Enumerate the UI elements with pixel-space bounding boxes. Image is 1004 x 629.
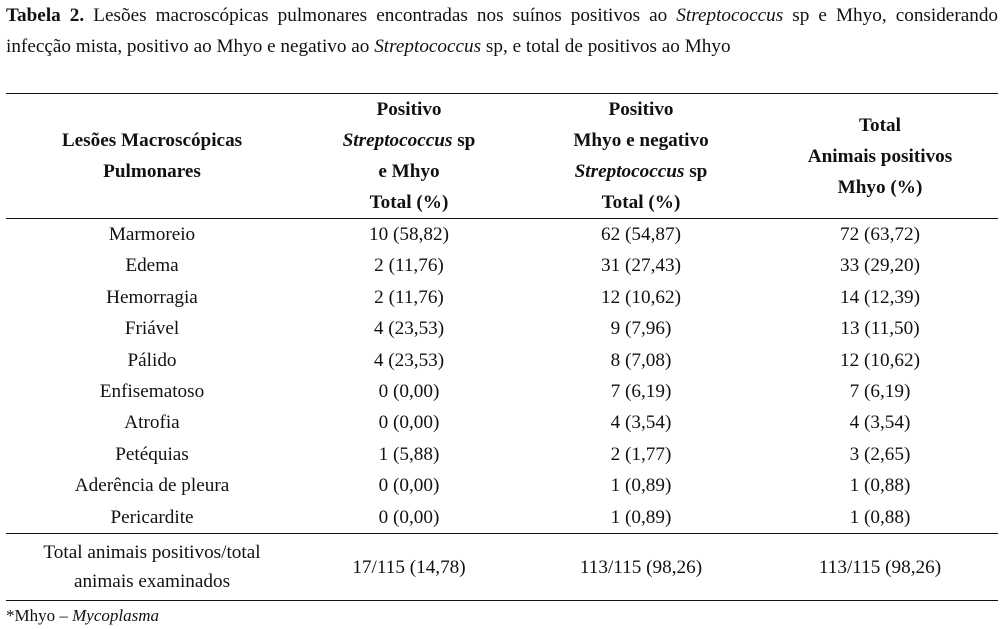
table-row bbox=[6, 345, 998, 376]
cell-mhyo-only: 9 (7,96) bbox=[610, 318, 672, 340]
cell-mhyo-only: 2 (1,77) bbox=[610, 443, 672, 465]
table-row bbox=[6, 376, 998, 407]
cell-total: 1 (0,88) bbox=[849, 506, 911, 528]
header-mixed bbox=[298, 94, 520, 219]
table-label: Tabela 2. bbox=[6, 5, 85, 26]
cell-mhyo-only: 62 (54,87) bbox=[601, 224, 681, 245]
caption-text-1: Lesões macroscópicas pulmonares encontradas nos suínos positivos ao bbox=[84, 5, 677, 26]
header-mixed-line4: Total (%) bbox=[369, 192, 449, 213]
table-row bbox=[6, 470, 998, 501]
cell-lesion: Hemorragia bbox=[106, 286, 198, 308]
table-footnote bbox=[6, 604, 998, 628]
cell-total: 33 (29,20) bbox=[840, 255, 920, 277]
header-mhyo-only-italic: Streptococcus bbox=[574, 161, 685, 182]
cell-mixed: 1 (5,88) bbox=[378, 443, 440, 465]
table-row bbox=[6, 282, 998, 313]
cell-mhyo-only: 4 (3,54) bbox=[610, 412, 672, 434]
cell-lesion: Pericardite bbox=[110, 506, 194, 528]
total-cell-total: 113/115 (98,26) bbox=[762, 534, 998, 601]
cell-total: 7 (6,19) bbox=[849, 381, 911, 403]
total-row-label bbox=[6, 534, 298, 601]
table-row bbox=[6, 407, 998, 438]
cell-mhyo-only: 1 (0,89) bbox=[610, 475, 672, 497]
cell-mhyo-only: 7 (6,19) bbox=[610, 381, 672, 403]
header-mhyo-only bbox=[520, 94, 762, 219]
header-mhyo-only-line1: Positivo bbox=[608, 99, 674, 120]
footnote-italic: Mycoplasma bbox=[72, 606, 159, 626]
header-mhyo-only-line4: Total (%) bbox=[601, 192, 681, 213]
table-body bbox=[6, 219, 998, 601]
table-caption bbox=[6, 0, 998, 93]
cell-lesion: Edema bbox=[125, 255, 179, 277]
cell-total: 1 (0,88) bbox=[849, 475, 911, 497]
caption-text-3: sp, e total de positivos ao Mhyo bbox=[481, 36, 731, 57]
total-row bbox=[6, 534, 998, 601]
cell-mixed: 2 (11,76) bbox=[374, 255, 444, 277]
caption-text-2: sp e Mhyo, considerando infecção mista, positivo ao Mhyo e negativo ao bbox=[6, 5, 999, 57]
cell-mixed: 4 (23,53) bbox=[373, 318, 445, 340]
cell-mhyo-only: 31 (27,43) bbox=[601, 255, 681, 277]
header-lesions-line1: Lesões Macroscópicas bbox=[61, 130, 243, 151]
header-total-line1: Total bbox=[859, 114, 901, 136]
cell-lesion: Pálido bbox=[127, 349, 177, 371]
header-mixed-italic: Streptococcus bbox=[342, 130, 453, 151]
cell-total: 13 (11,50) bbox=[840, 318, 920, 340]
header-lesions-line2: Pulmonares bbox=[103, 161, 201, 182]
table-row bbox=[6, 313, 998, 344]
cell-total: 4 (3,54) bbox=[849, 412, 911, 434]
header-mixed-line2-rest: sp bbox=[452, 130, 476, 151]
cell-mixed: 4 (23,53) bbox=[373, 349, 445, 371]
header-mixed-line3: e Mhyo bbox=[378, 161, 440, 182]
cell-mhyo-only: 8 (7,08) bbox=[610, 349, 672, 371]
header-total-line3: Mhyo (%) bbox=[837, 176, 923, 198]
cell-lesion: Friável bbox=[124, 318, 180, 340]
cell-mixed: 10 (58,82) bbox=[369, 224, 449, 245]
cell-total: 14 (12,39) bbox=[840, 286, 920, 308]
header-total bbox=[762, 94, 998, 219]
cell-total: 72 (63,72) bbox=[840, 224, 920, 245]
cell-lesion: Aderência de pleura bbox=[74, 475, 230, 497]
cell-lesion: Petéquias bbox=[115, 443, 189, 465]
total-cell-mhyo-only: 113/115 (98,26) bbox=[520, 534, 762, 601]
table-row bbox=[6, 439, 998, 470]
cell-lesion: Enfisematoso bbox=[99, 381, 205, 403]
footnote-text: *Mhyo – bbox=[6, 606, 73, 626]
header-lesions bbox=[6, 94, 298, 219]
cell-mhyo-only: 12 (10,62) bbox=[601, 286, 681, 308]
header-mixed-line1: Positivo bbox=[376, 99, 442, 120]
cell-mixed: 0 (0,00) bbox=[378, 475, 440, 497]
table-row bbox=[6, 250, 998, 281]
cell-mhyo-only: 1 (0,89) bbox=[610, 506, 672, 528]
cell-lesion: Marmoreio bbox=[108, 224, 196, 245]
cell-total: 3 (2,65) bbox=[849, 443, 911, 465]
cell-mixed: 0 (0,00) bbox=[378, 506, 440, 528]
cell-mixed: 2 (11,76) bbox=[374, 286, 444, 308]
header-mhyo-only-line3-rest: sp bbox=[684, 161, 708, 182]
total-label-line2: animais examinados bbox=[73, 571, 231, 593]
header-mhyo-only-line2: Mhyo e negativo bbox=[573, 130, 709, 151]
cell-mixed: 0 (0,00) bbox=[378, 381, 440, 403]
cell-total: 12 (10,62) bbox=[840, 349, 920, 371]
total-label-line1: Total animais positivos/total bbox=[43, 542, 261, 564]
cell-lesion: Atrofia bbox=[124, 412, 180, 434]
table-header bbox=[6, 94, 998, 219]
table-row bbox=[6, 502, 998, 534]
lesions-table bbox=[6, 93, 998, 601]
caption-italic-2: Streptococcus bbox=[374, 36, 482, 57]
header-total-line2: Animais positivos bbox=[807, 145, 953, 167]
total-cell-mixed: 17/115 (14,78) bbox=[298, 534, 520, 601]
table-row bbox=[6, 219, 998, 251]
caption-italic-1: Streptococcus bbox=[676, 5, 784, 26]
cell-mixed: 0 (0,00) bbox=[378, 412, 440, 434]
